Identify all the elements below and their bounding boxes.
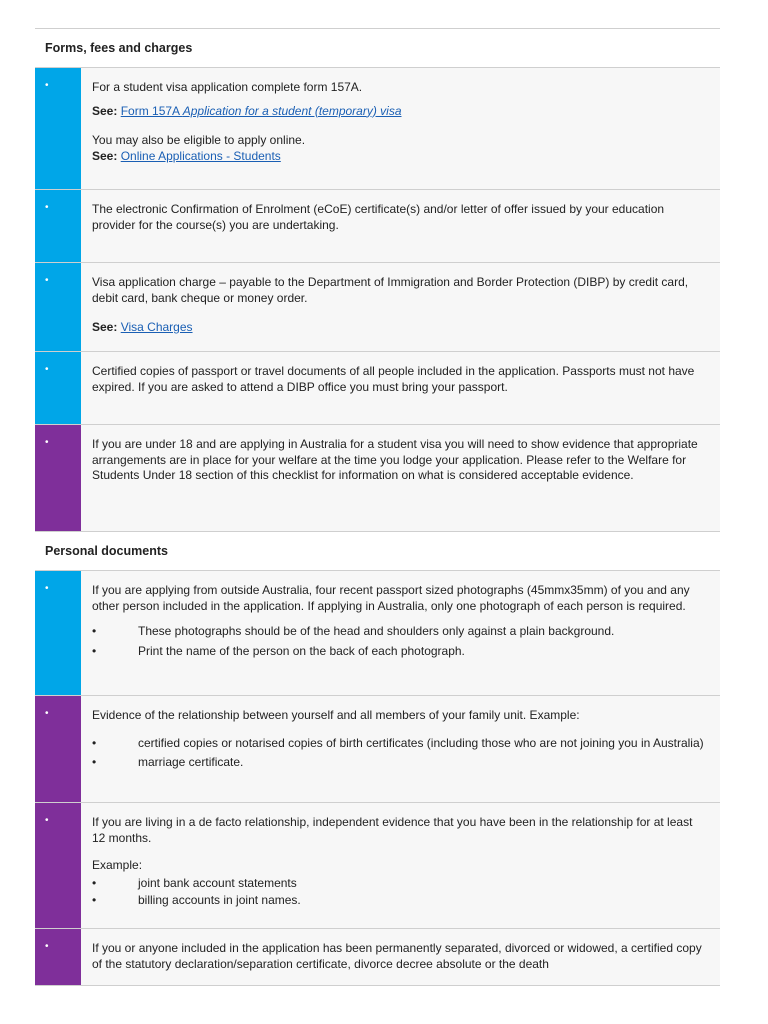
list-item: • Print the name of the person on the back of each photograph. (92, 644, 708, 660)
row-text: Certified copies of passport or travel documents of all people included in the application. Passports must not have expired. If you are asked to attend a DIBP office you must bring your passport. (92, 364, 695, 394)
bullet-icon: • (45, 364, 49, 375)
row-text: For a student visa application complete form 157A. (92, 80, 363, 94)
row-marker-blue (35, 190, 81, 262)
section-title: Forms, fees and charges (45, 41, 193, 55)
section-header-personal-documents (35, 532, 720, 571)
bullet-icon: • (45, 941, 49, 952)
see-label: See: (92, 320, 118, 334)
list-item: • joint bank account statements (92, 876, 708, 892)
checklist-row (35, 425, 720, 532)
see-line (92, 133, 708, 164)
row-text: If you are under 18 and are applying in Australia for a student visa you will need to show evidence that appropriate arrangements are in place for your welfare at the time you lodge your application. Please refer to the Welfare for Students Under 18 section of this checklist for information on what is considered acceptable evidence. (92, 437, 698, 482)
online-applications-link[interactable]: Online Applications - Students (120, 148, 281, 163)
row-marker-purple (35, 803, 81, 928)
bullet-icon: • (45, 708, 49, 719)
bullet-icon: • (45, 815, 49, 826)
row-text: If you or anyone included in the application has been permanently separated, divorced or widowed, a certified copy of the statutory declaration/separation certificate, divorce decree absolute or the death (92, 941, 702, 971)
row-text: Evidence of the relationship between yourself and all members of your family unit. Example: (92, 708, 580, 722)
row-content (81, 68, 720, 189)
row-marker-purple (35, 929, 81, 985)
bullet-icon: • (45, 583, 49, 594)
row-text: If you are applying from outside Australia, four recent passport sized photographs (45mmx35mm) of you and any other person included in the application. If applying in Australia, only one photograph of each person is required. (92, 583, 690, 613)
list-item: • marriage certificate. (92, 755, 708, 771)
list-item: • billing accounts in joint names. (92, 893, 708, 909)
row-marker-blue (35, 68, 81, 189)
row-content (81, 696, 720, 802)
checklist-row (35, 696, 720, 803)
section-title: Personal documents (45, 544, 168, 558)
checklist-table (35, 28, 720, 986)
checklist-row (35, 803, 720, 929)
row-text: If you are living in a de facto relationship, independent evidence that you have been in the relationship for at least 12 months. (92, 815, 693, 845)
row-content (81, 425, 720, 531)
checklist-row (35, 190, 720, 263)
row-marker-blue (35, 352, 81, 424)
row-content (81, 571, 720, 695)
row-content (81, 929, 720, 985)
checklist-row (35, 929, 720, 986)
row-marker-purple (35, 696, 81, 802)
row-content (81, 352, 720, 424)
section-header-forms (35, 29, 720, 68)
row-content (81, 803, 720, 928)
list-item: • certified copies or notarised copies of birth certificates (including those who are not joining you in Australia) (92, 736, 708, 752)
bullet-icon: • (45, 80, 49, 91)
row-text: The electronic Confirmation of Enrolment (eCoE) certificate(s) and/or letter of offer issued by your education provider for the course(s) you are undertaking. (92, 202, 665, 232)
bullet-icon: • (45, 202, 49, 213)
see-line (92, 320, 708, 336)
checklist-row (35, 352, 720, 425)
row-marker-purple (35, 425, 81, 531)
row-content (81, 190, 720, 262)
see-label: See: (92, 148, 118, 163)
bullet-icon: • (45, 275, 49, 286)
row-marker-blue (35, 571, 81, 695)
list-item: • These photographs should be of the head and shoulders only against a plain background. (92, 624, 708, 640)
bullet-list (92, 736, 708, 771)
see-label: See: (92, 103, 118, 118)
bullet-icon: • (45, 437, 49, 448)
bullet-list (92, 624, 708, 659)
bullet-list (92, 876, 708, 909)
row-text: You may also be eligible to apply online. (92, 133, 306, 147)
example-label: Example: (92, 858, 143, 872)
see-line (92, 104, 708, 120)
checklist-row (35, 68, 720, 190)
row-text: Visa application charge – payable to the Department of Immigration and Border Protection (DIBP) by credit card, debit card, bank cheque or money order. (92, 275, 689, 305)
checklist-row (35, 571, 720, 696)
row-marker-blue (35, 263, 81, 351)
checklist-row (35, 263, 720, 352)
row-content (81, 263, 720, 351)
visa-charges-link[interactable]: Visa Charges (120, 320, 193, 334)
form-157a-link[interactable]: Form 157A Application for a student (temporary) visa (120, 103, 402, 118)
